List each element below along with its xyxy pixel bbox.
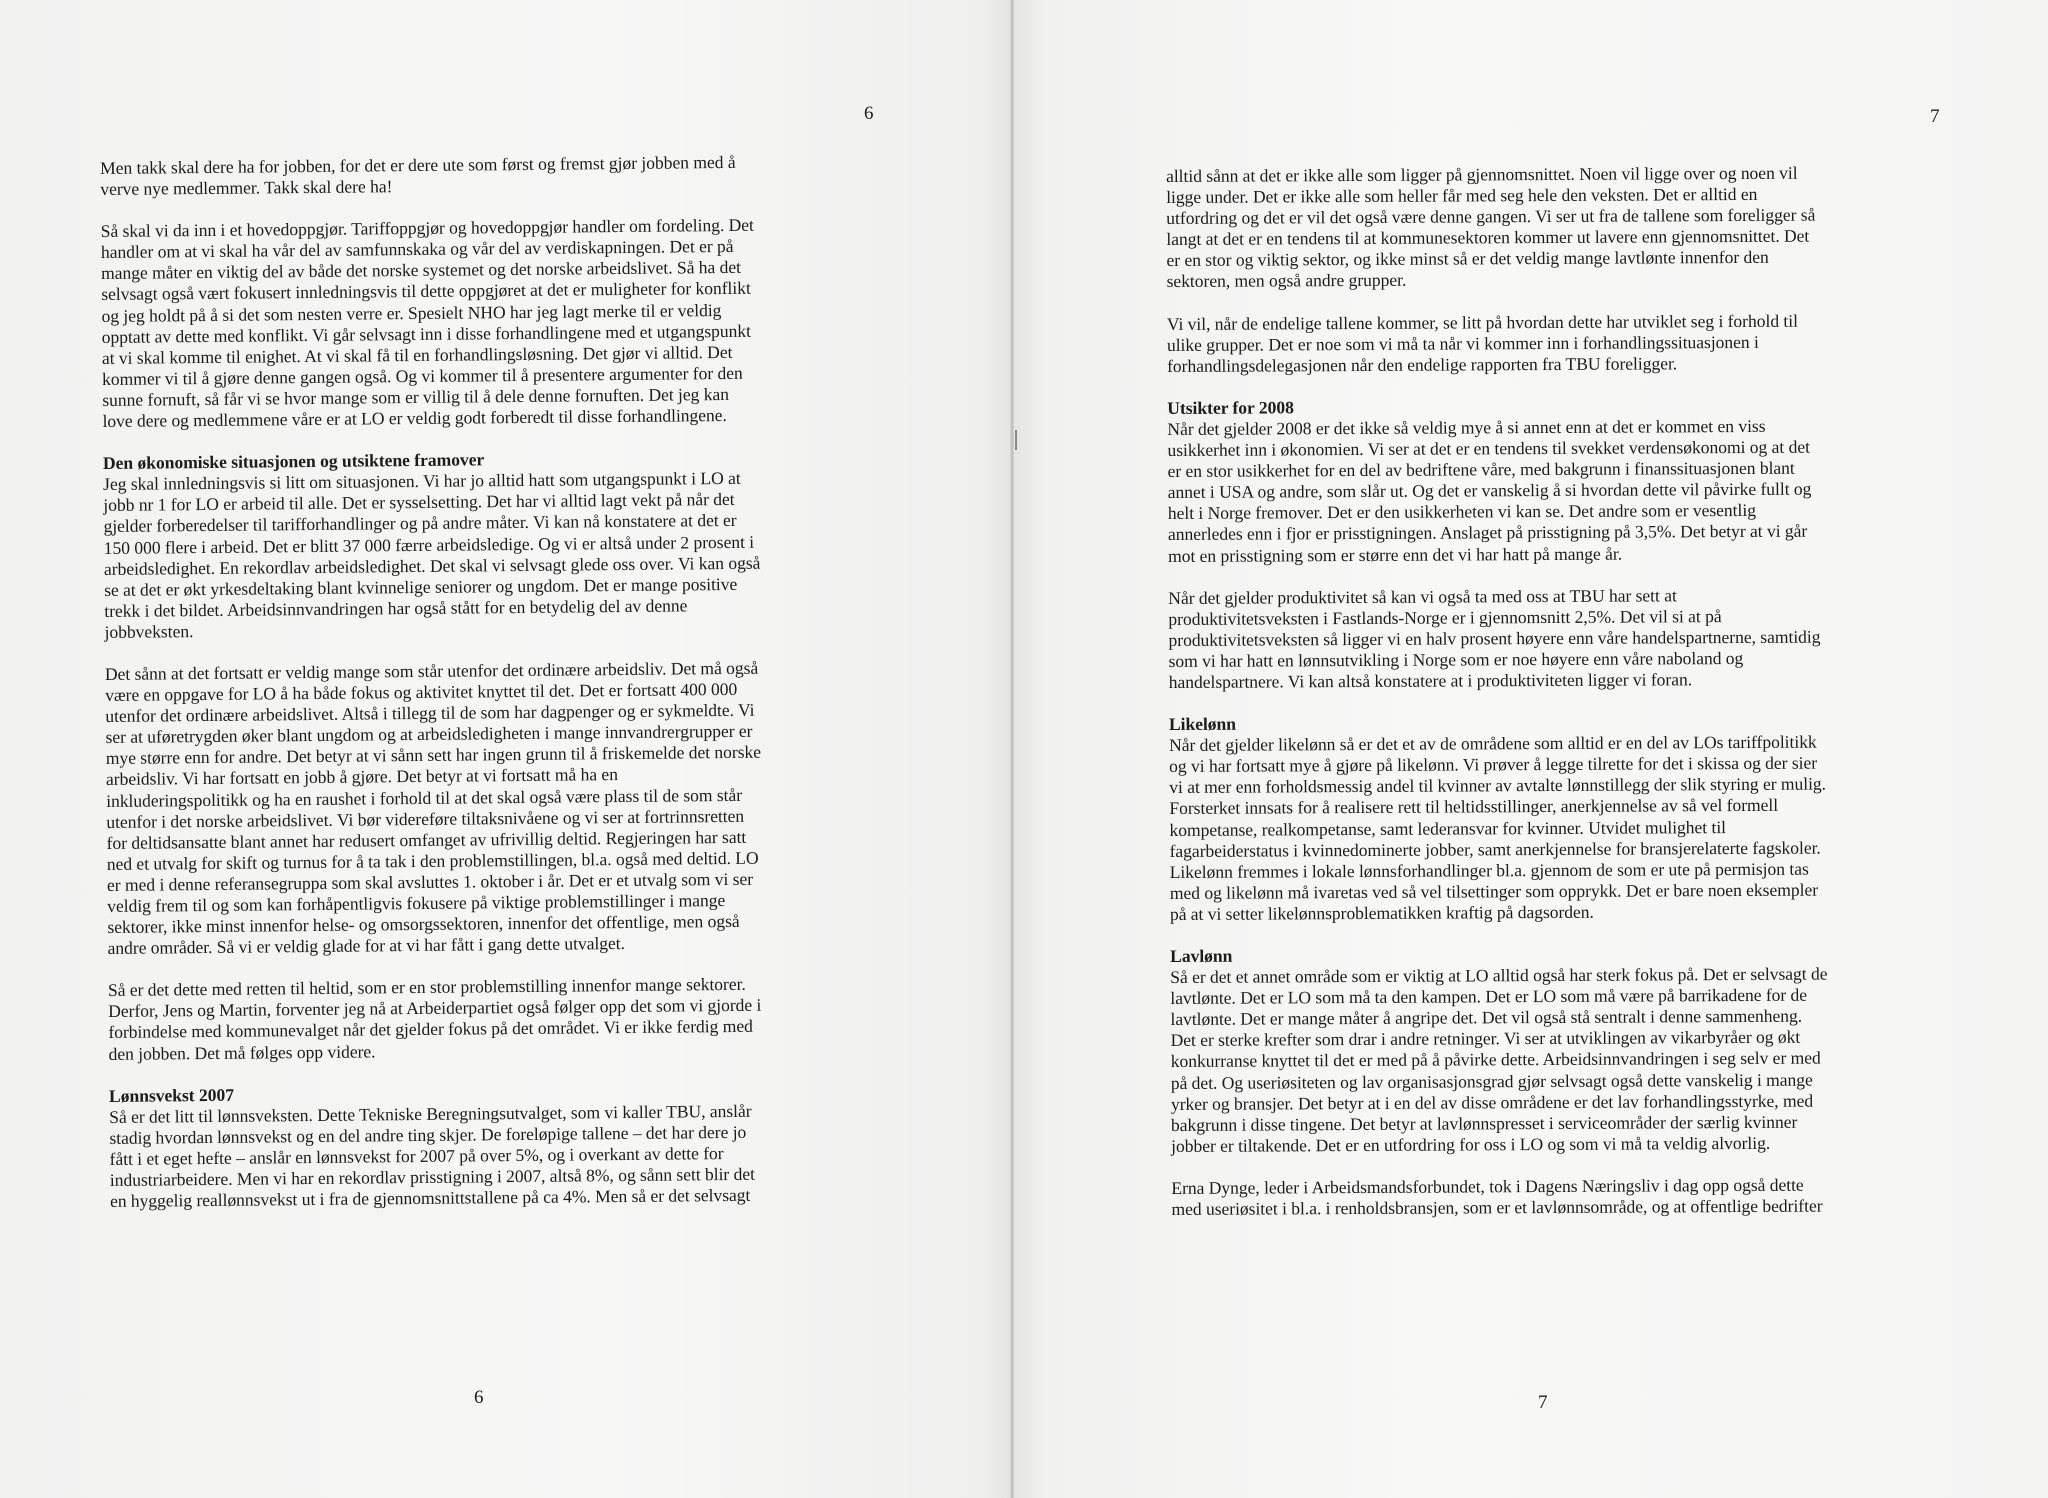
paragraph: Så er det et annet område som er viktig at LO alltid også har sterk fokus på. Det er selvsagt de lavtlønte. Det er LO som må ta den kampen. Det er LO som må være på barrikadene for de lavtlønte. Det er mange måter å angripe det. Det vil også stå sentralt i denne sammenheng. Det er sterke krefter som drar i andre retninger. Vi ser at utviklingen av vikarbyråer og økt konkurranse knyttet til det er med på å påvirke dette. Arbeidsinnvandringen i seg selv er med på det. Og useriøsiteten og lav organisasjonsgrad gjør selvsagt også dette vanskelig i mange yrker og bransjer. Det betyr at i en del av disse områdene er det lav forhandlingsstyrke, med bakgrunn i disse tingene. Det betyr at lavlønnspresset i serviceområder der særlig kvinner jobber er tiltakende. Det er en utfordring for oss i LO og som vi må ta veldig alvorlig. xyxy=(1170,963,1828,1156)
gutter-mark xyxy=(1015,430,1017,450)
section-heading: Lavlønn xyxy=(1170,945,1233,966)
section-outlook-2008 xyxy=(1167,394,1935,693)
paragraph: Så er det dette med retten til heltid, som er en stor problemstilling innenfor mange sektorer. Derfor, Jens og Martin, forventer jeg nå at Arbeiderpartiet også følger opp det som vi gjorde i forbindelse med kommunevalget når det gjelder fokus på det området. Vi er ikke ferdig med den jobben. Det må følges opp videre. xyxy=(107,974,762,1064)
paragraph: Når det gjelder produktivitet så kan vi også ta med oss at TBU har sett at produktivitetsveksten i Fastlands-Norge er i gjennomsnitt 2,5%. Det vil si at på produktivitetsveksten så ligger vi en halv prosent høyere enn våre handelspartnerne, samtidig som vi har hatt en lønnsutvikling i Norge som er noe høyere enn våre naboland og handelspartnere. Vi kan altså konstatere at i produktiviteten ligger vi foran. xyxy=(1168,584,1821,692)
page-number-bottom: 6 xyxy=(474,1387,484,1408)
page-number-bottom: 7 xyxy=(1538,1392,1548,1413)
paragraph: Det sånn at det fortsatt er veldig mange som står utenfor det ordinære arbeidsliv. Det må også være en oppgave for LO å ha både fokus og aktivitet knyttet til det. Det er fortsatt 400 000 utenfor det ordinære arbeidslivet. Altså i tillegg til de som har dagpenger og er sykmeldte. Vi ser at uføretrygden øker blant ungdom og at arbeidsledigheten i mange innvandrergrupper er mye større enn for andre. Det betyr at vi sånn sett har ingen grunn til å friskemelde det norske arbeidsliv. Vi har fortsatt en jobb å gjøre. Det betyr at vi fortsatt må ha en inkluderingspolitikk og ha en raushet i forhold til at det skal også være plass til de som står utenfor i det norske arbeidslivet. Vi bør videreføre tiltaksnivåene og vi ser at fortrinnsretten for deltidsansatte blant annet har redusert omfanget av ufrivillig deltid. Regjeringen har satt ned et utvalg for skift og turnus for å ta tak i den problemstillingen, bl.a. også med deltid. LO er med i denne referansegruppa som skal avsluttes 1. oktober i år. Det er et utvalg som vi ser veldig frem til og som kan forhåpentligvis fokusere på viktige problemstillinger i mange sektorer, ikke minst innenfor helse- og omsorgssektoren, innenfor det offentlige, men også andre områder. Så vi er veldig glade for at vi har fått i gang dette utvalget. xyxy=(104,657,762,959)
paragraph: Erna Dynge, leder i Arbeidsmandsforbundet, tok i Dagens Næringsliv i dag opp også dette med useriøsitet i bl.a. i renholdsbransjen, som er et lavlønnsområde, og at offentlige bedrifter xyxy=(1171,1174,1823,1220)
paragraph: Men takk skal dere ha for jobben, for det er dere ute som først og fremst gjør jobben med å verve nye medlemmer. Takk skal dere ha! xyxy=(100,151,736,200)
section-heading: Den økonomiske situasjonen og utsiktene framover xyxy=(102,449,485,474)
paragraph: Så er det litt til lønnsveksten. Dette Tekniske Beregningsutvalget, som vi kaller TBU, anslår stadig hvordan lønnsvekst og en del andre ting skjer. De foreløpige tallene – det har dere jo fått i et eget hefte – anslår en lønnsvekst for 2007 på over 5%, og i overkant av dette for industriarbeidere. Men vi har en rekordlav prisstigning i 2007, altså 8%, og sånn sett blir det en hyggelig reallønnsvekst ut i fra de gjennomsnittstallene på ca 4%. Men så er det selvsagt xyxy=(109,1100,755,1212)
paragraph: Når det gjelder 2008 er det ikke så veldig mye å si annet enn at det er kommet en viss usikkerhet inn i økonomien. Vi ser at det er en tendens til svekket verdensøkonomi og at det er en stor usikkerhet for en del av bedriftene våre, med bakgrunn i finanssituasjonen blant annet i USA og andre, som slår ut. Og det er vanskelig å si hvordan dette vil påvirke fullt og helt i Norge fremover. Det er den usikkerheten vi kan se. Det andre som er vesentlig annerledes enn i fjor er prisstigningen. Anslaget på prisstigning på 3,5%. Det betyr at vi går mot en prisstigning som er større enn det vi har hatt på mange år. xyxy=(1167,415,1812,566)
right-page-body xyxy=(1166,162,1938,1241)
section-equal-pay xyxy=(1169,710,1936,925)
section-heading: Likelønn xyxy=(1168,713,1237,735)
left-page-body xyxy=(100,151,878,1234)
section-economic-situation xyxy=(103,446,877,1065)
paragraph: alltid sånn at det er ikke alle som ligger på gjennomsnittet. Noen vil ligge over og noen vil ligge under. Det er ikke alle som heller får med seg hele den veksten. Det er alltid en utfordring og det er vil det også være denne gangen. Vi ser ut fra de tallene som foreligger så langt at det er en tendens til at kommunesektoren kommer ut lavere enn gjennomsnittet. Det er en stor og viktig sektor, og ikke minst så er det veldig mange lavtlønte innenfor den sektoren, men også andre grupper. xyxy=(1166,162,1816,292)
paragraph: Så skal vi da inn i et hovedoppgjør. Tariffoppgjør og hovedoppgjør handler om fordeling. Det handler om at vi skal ha vår del av samfunnskaka og vår del av verdiskapningen. Det er på mange måter en viktig del av både det norske systemet og det norske arbeidslivet. Så ha det selvsagt også vært fokusert innledningsvis til dette oppgjøret at det er muligheter for konflikt og jeg holdt på å si det som nesten verre er. Spesielt NHO har jeg lagt merke til er veldig opptatt av dette med konflikt. Vi går selvsagt inn i disse forhandlingene med et utgangspunkt at vi skal komme til enighet. At vi skal få til en forhandlingsløsning. Det gjør vi alltid. Det kommer vi til å gjøre denne gangen også. Og vi kommer til å presentere argumenter for den sunne fornuft, så får vi se hvor mange som er villig til å dele denne fornuften. Det jeg kan love dere og medlemmene våre er at LO er veldig godt forberedt til disse forhandlingene. xyxy=(100,214,754,432)
section-heading: Utsikter for 2008 xyxy=(1167,397,1294,418)
section-wage-growth-2007 xyxy=(109,1078,878,1212)
page-gutter xyxy=(1010,0,1014,1498)
section-heading: Lønnsvekst 2007 xyxy=(108,1084,234,1106)
paragraph: Når det gjelder likelønn så er det et av de områdene som alltid er en del av LOs tariffpolitikk og vi har fortsatt mye å gjøre på likelønn. Vi prøver å legge tilrette for det i skissa og der sier vi at mer enn forholdsmessig andel til kvinner av avtalte lønnstillegg der slik styring er mulig. Forsterket innsats for å realisere rett til heltidsstillinger, anerkjennelse av så vel formell kompetanse, realkompetanse, samt lederansvar for kvinner. Utvidet mulighet til fagarbeiderstatus i kvinnedominerte jobber, samt anerkjennelse for bransjerelaterte fagskoler. Likelønn fremmes i lokale lønnsforhandlinger bl.a. gjennom de som er ute på permisjon tas med og likelønn må ivaretas ved så vel tilsettinger som opprykk. Det er bare noen eksempler på at vi setter likelønnsproblematikken kraftig på dagsorden. xyxy=(1168,731,1827,924)
paragraph: Vi vil, når de endelige tallene kommer, se litt på hvordan dette har utviklet seg i forhold til ulike grupper. Det er noe som vi må ta når vi kommer inn i forhandlingssituasjonen i forhandlingsdelegasjonen når den endelige rapporten fra TBU foreligger. xyxy=(1166,310,1798,376)
left-page xyxy=(0,0,1014,1498)
paragraph: Jeg skal innledningsvis si litt om situasjonen. Vi har jo alltid hatt som utgangspunkt i LO at jobb nr 1 for LO er arbeid til alle. Det er sysselsetting. Det har vi alltid lagt vekt på når det gjelder forberedelser til tarifforhandlinger og på andre måter. Vi kan nå konstatere at det er 150 000 flere i arbeid. Det er blitt 37 000 færre arbeidsledige. Og vi er altså under 2 prosent i arbeidsledighet. En rekordlav arbeidsledighet. Det skal vi selvsagt glede oss over. Vi kan også se at det er økt yrkesdeltaking blant kvinnelige seniorer og ungdom. Det er mange positive trekk i det bildet. Arbeidsinnvandringen har også stått for en betydelig del av denne jobbveksten. xyxy=(103,468,761,642)
page-number-top: 6 xyxy=(864,103,874,124)
page-number-top: 7 xyxy=(1930,106,1940,127)
section-low-pay xyxy=(1170,942,1937,1220)
